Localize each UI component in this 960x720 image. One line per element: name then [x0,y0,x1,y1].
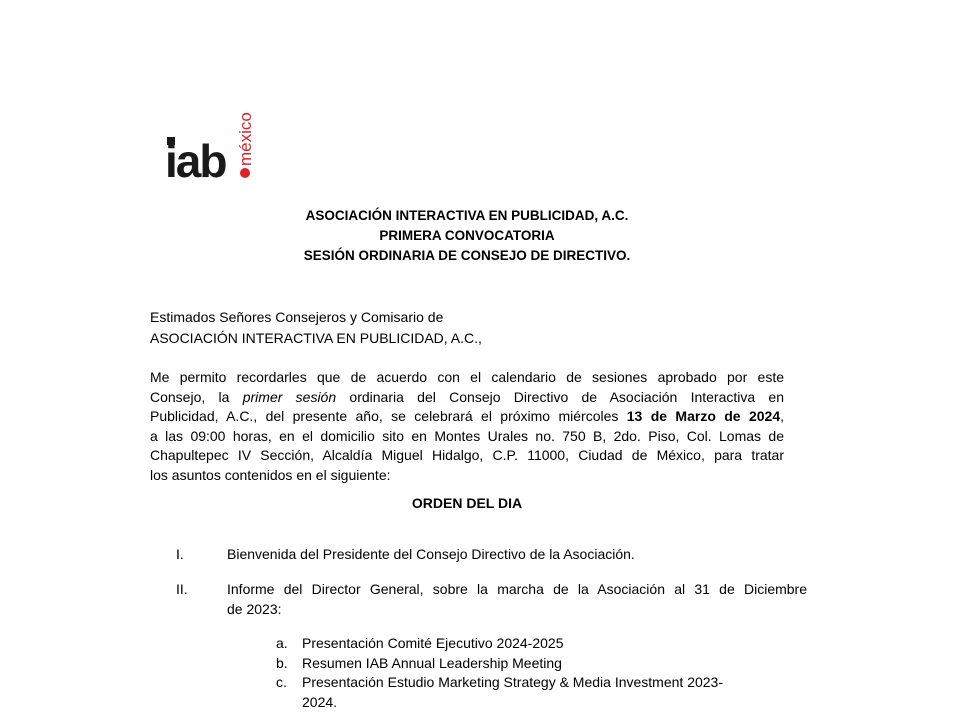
heading-line-3: SESIÓN ORDINARIA DE CONSEJO DE DIRECTIVO. [303,248,631,263]
heading-line-1: ASOCIACIÓN INTERACTIVA EN PUBLICIDAD, A.C. [305,208,629,223]
sublist-letter: c. [276,674,287,691]
sublist-item: b. Resumen IAB Annual Leadership Meeting [276,654,796,674]
svg-text:iab: iab [165,135,226,184]
body-paragraph [150,368,784,486]
agenda-number: II. [176,581,188,597]
sublist-letter: a. [276,635,288,651]
salutation-line-1: Estimados Señores Consejeros y Comisario de [150,309,444,325]
agenda-sublist [276,634,796,712]
body-line-4: a las 09:00 horas, en el domicilio sito en Montes Urales no. 750 B, 2do. Piso, Col. Lomas de [150,427,784,444]
body-line-5: Chapultepec IV Sección, Alcaldía Miguel Hidalgo, C.P. 11000, Ciudad de México, para tratar [150,447,784,464]
heading-line-2: PRIMERA CONVOCATORIA [379,228,555,243]
svg-text:méxico: méxico [236,112,255,166]
sublist-item: c. Presentación Estudio Marketing Strategy & Media Investment 2023- 2024. [276,674,723,710]
document-heading [150,206,784,266]
agenda-text: Informe del Director General, sobre la marcha de la Asociación al 31 de Diciembre de 2023: [227,581,807,617]
sublist-item: a. Presentación Comité Ejecutivo 2024-2025 [276,634,796,654]
body-line-3: Publicidad, A.C., del presente año, se celebrará el próximo miércoles 13 de Marzo de 2024, [150,408,785,425]
salutation [150,307,790,348]
meeting-date: 13 de Marzo de 2024 [626,408,781,425]
agenda-number: I. [176,546,184,562]
body-line-1: Me permito recordarles que de acuerdo con el calendario de sesiones aprobado por este [150,369,784,385]
agenda-text: Bienvenida del Presidente del Consejo Directivo de la Asociación. [227,546,635,562]
iab-mexico-logo [163,100,258,184]
salutation-line-2: ASOCIACIÓN INTERACTIVA EN PUBLICIDAD, A.C., [150,329,482,346]
section-title: ORDEN DEL DIA [411,495,523,511]
body-line-6: los asuntos contenidos en el siguiente: [150,466,391,483]
body-line-2: Consejo, la primer sesión ordinaria del Consejo Directivo de Asociación Interactiva en [150,388,784,405]
sublist-letter: b. [276,654,288,671]
italic-emphasis: primer sesión [242,388,337,405]
